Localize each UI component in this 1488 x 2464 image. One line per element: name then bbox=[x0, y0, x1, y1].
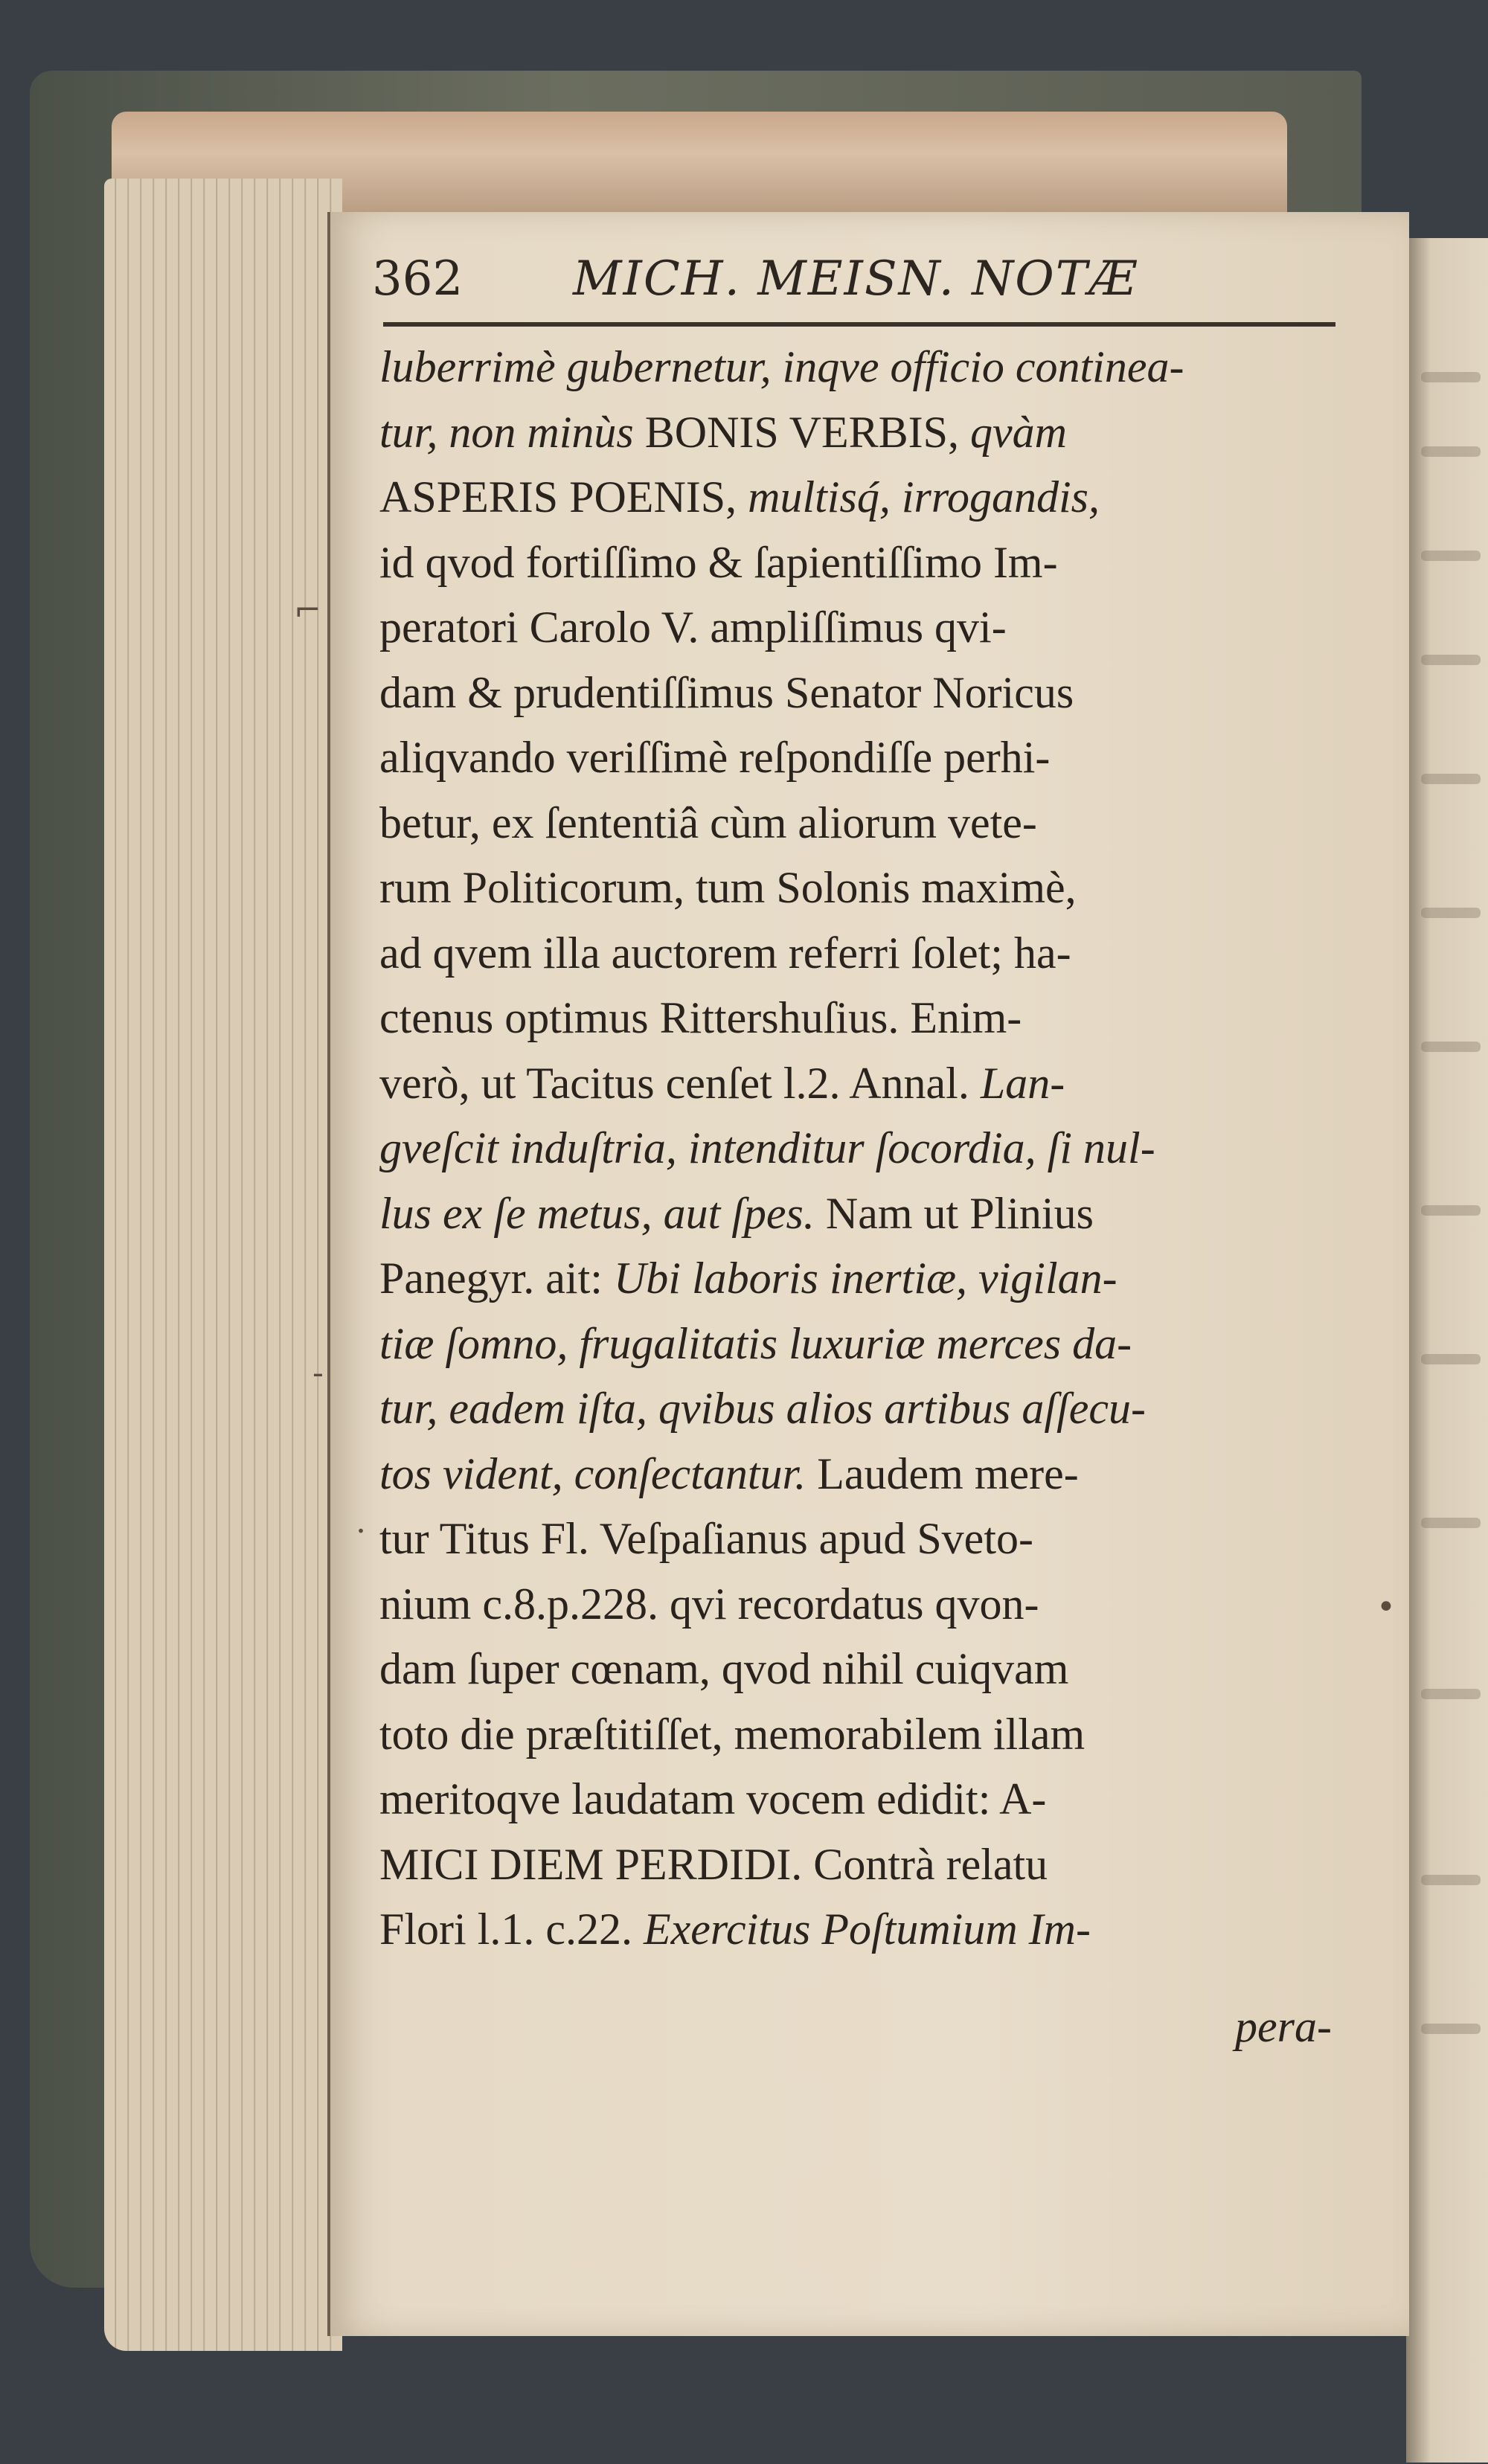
facing-page-edge bbox=[1406, 238, 1488, 2463]
text-segment: Nam ut Plinius bbox=[814, 1188, 1094, 1238]
text-line bbox=[379, 1572, 1347, 1637]
text-segment: aliqvando veriſſimè reſpondiſſe perhi- bbox=[379, 733, 1051, 782]
header-rule bbox=[383, 322, 1335, 327]
facing-text-fragment bbox=[1421, 551, 1481, 561]
running-head-title: MICH. MEISN. NOTÆ bbox=[573, 251, 1138, 307]
text-line bbox=[379, 1051, 1347, 1117]
text-segment: tur, non minùs bbox=[379, 407, 634, 457]
text-segment: ctenus optimus Rittershuſius. Enim- bbox=[379, 993, 1022, 1042]
body-text bbox=[379, 335, 1347, 1963]
text-line bbox=[379, 530, 1347, 596]
text-line bbox=[379, 986, 1347, 1051]
text-segment: Exercitus Poſtumium Im- bbox=[644, 1905, 1091, 1954]
text-segment: luberrimè gubernetur, inqve officio continea- bbox=[379, 342, 1184, 391]
text-line bbox=[379, 1767, 1347, 1832]
text-line bbox=[379, 1246, 1347, 1312]
facing-text-fragment bbox=[1421, 1518, 1481, 1528]
facing-text-fragment bbox=[1421, 774, 1481, 784]
facing-text-fragment bbox=[1421, 908, 1481, 918]
facing-text-fragment bbox=[1421, 446, 1481, 457]
text-line bbox=[379, 856, 1347, 921]
text-segment: betur, ex ſententiâ cùm aliorum vete- bbox=[379, 798, 1037, 847]
facing-text-fragment bbox=[1421, 1354, 1481, 1364]
text-line bbox=[379, 725, 1347, 791]
text-segment: Lan- bbox=[980, 1058, 1065, 1108]
facing-text-fragment bbox=[1421, 1205, 1481, 1216]
catchword: pera- bbox=[1235, 2002, 1332, 2051]
text-line bbox=[379, 1442, 1347, 1507]
text-line bbox=[379, 1897, 1347, 1963]
text-segment: toto die præſtitiſſet, memorabilem illam bbox=[379, 1709, 1085, 1759]
text-line bbox=[379, 1637, 1347, 1702]
text-line bbox=[379, 400, 1347, 466]
margin-mark: . bbox=[356, 1503, 366, 1541]
text-segment: dam & prudentiſſimus Senator Noricus bbox=[379, 667, 1074, 717]
text-segment: meritoqve laudatam vocem edidit: A- bbox=[379, 1774, 1047, 1823]
facing-text-fragment bbox=[1421, 2024, 1481, 2034]
margin-mark: • bbox=[1376, 1588, 1396, 1626]
text-segment: multisq́, irrogandis, bbox=[748, 472, 1100, 522]
text-segment: tos vident, conſectantur. bbox=[379, 1448, 806, 1498]
running-head bbox=[372, 246, 1339, 312]
text-segment: lus ex ſe metus, aut ſpes. bbox=[379, 1188, 815, 1238]
text-segment: peratori Carolo V. ampliſſimus qvi- bbox=[379, 603, 1007, 652]
text-segment: qvàm bbox=[970, 407, 1068, 457]
text-segment: nium c.8.p.228. qvi recordatus qvon- bbox=[379, 1579, 1039, 1629]
text-line bbox=[379, 335, 1347, 400]
text-line bbox=[379, 661, 1347, 726]
text-segment: rum Politicorum, tum Solonis maximè, bbox=[379, 863, 1077, 912]
text-segment: Panegyr. ait: bbox=[379, 1254, 614, 1303]
text-line bbox=[379, 1181, 1347, 1247]
text-segment: MICI DIEM PERDIDI. Contrà relatu bbox=[379, 1839, 1048, 1889]
text-segment: tiæ ſomno, frugalitatis luxuriæ merces da- bbox=[379, 1318, 1132, 1368]
text-segment: Ubi laboris inertiæ, vigilan- bbox=[613, 1254, 1117, 1303]
text-segment: verò, ut Tacitus cenſet l.2. Annal. bbox=[379, 1058, 981, 1108]
text-segment: Flori l.1. c.22. bbox=[379, 1905, 644, 1954]
text-line bbox=[379, 1116, 1347, 1181]
facing-text-fragment bbox=[1421, 372, 1481, 382]
facing-text-fragment bbox=[1421, 655, 1481, 665]
text-segment: BONIS VERBIS, bbox=[633, 407, 971, 457]
text-segment: id qvod fortiſſimo & ſapientiſſimo Im- bbox=[379, 537, 1058, 587]
text-line bbox=[379, 1507, 1347, 1572]
text-line bbox=[379, 1312, 1347, 1377]
text-segment: tur Titus Fl. Veſpaſianus apud Sveto- bbox=[379, 1514, 1033, 1563]
text-segment: dam ſuper cœnam, qvod nihil cuiqvam bbox=[379, 1644, 1069, 1693]
text-segment: Laudem mere- bbox=[806, 1448, 1079, 1498]
text-line bbox=[379, 791, 1347, 856]
margin-mark: - bbox=[312, 1354, 324, 1392]
text-line bbox=[379, 1702, 1347, 1768]
text-segment: tur, eadem iſta, qvibus alios artibus aſſecu- bbox=[379, 1384, 1146, 1433]
text-line bbox=[379, 1832, 1347, 1898]
facing-text-fragment bbox=[1421, 1689, 1481, 1699]
page-stack-left bbox=[104, 179, 342, 2351]
text-segment: gveſcit induſtria, intenditur ſocordia, ſi nul- bbox=[379, 1123, 1155, 1172]
text-line bbox=[379, 465, 1347, 530]
text-line bbox=[379, 921, 1347, 986]
facing-text-fragment bbox=[1421, 1042, 1481, 1052]
margin-mark: ⌐ bbox=[294, 591, 321, 629]
text-line bbox=[379, 1376, 1347, 1442]
text-segment: ASPERIS POENIS, bbox=[379, 472, 748, 522]
text-line bbox=[379, 595, 1347, 661]
facing-text-fragment bbox=[1421, 1875, 1481, 1885]
text-segment: ad qvem illa auctorem referri ſolet; ha- bbox=[379, 928, 1071, 978]
page-number: 362 bbox=[372, 251, 464, 307]
